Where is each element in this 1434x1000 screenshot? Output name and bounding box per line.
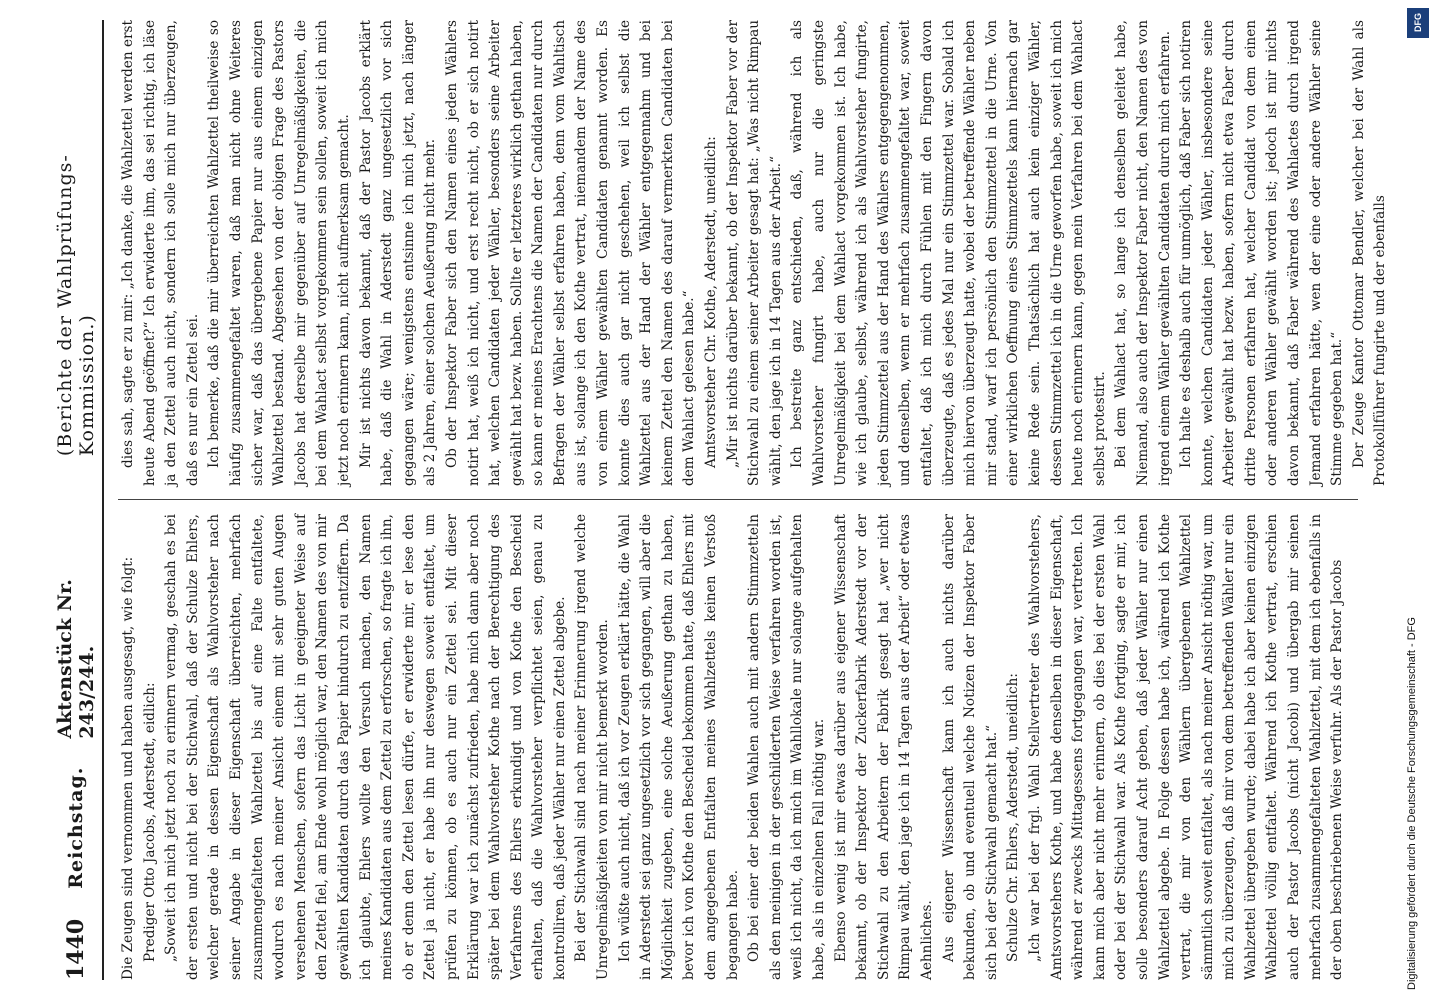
header-left: Reichstag.	[65, 766, 87, 889]
paragraph: „Ich war bei der frgl. Wahl Stellvertreter des Wahlvorstehers, Amtsvorstehers Kothe, und habe denselben in dieser Eigenschaft, während er zwecks Mittagessens fortgegangen war, vertreten. Ich kann mich aber nicht mehr erinnern, ob dies bei der ersten Wahl oder bei der Stichwahl war. Als Kothe fortging, sagte er mir, ich solle besonders darauf Acht geben, daß jeder Wähler nur einen Wahlzettel abgebe. In Folge dessen habe ich, während ich Kothe vertrat, die mir von den Wählern übergebenen Wahlzettel sämmtlich soweit entfaltet, als nach meiner Ansicht nöthig war, um mich zu überzeugen, daß mir von dem betreffenden Wähler nur ein Wahlzettel übergeben wurde; dabei habe ich aber keinen einzigen Wahlzettel völlig entfaltet. Während ich Kothe vertrat, erschien auch der Pastor Jacobs (nicht Jacobi) und übergab mir seinen mehrfach zusammengefalteten Wahlzettel, mit dem ich ebenfalls in der oben beschriebenen Weise verfuhr. Als der Pastor Jacobs	[1026, 514, 1346, 980]
page-number: 1440	[63, 918, 89, 980]
paragraph: Mir ist nichts davon bekannt, daß der Pastor Jacobs erklärt habe, daß die Wahl in Aderstedt ganz ungesetzlich vor sich gegangen wäre; wenigstens entsinne ich mich jetzt, nach länger als 2 Jahren, einer solchen Aeußerung nicht mehr.	[357, 20, 439, 486]
paragraph: Ich halte es deshalb auch für unmöglich, daß Faber sich notiren konnte, welchen Candidaten jeder Wähler, insbesondere seine Arbeiter gewählt hat bezw. haben, sofern nicht etwa Faber durch dritte Personen erfahren hat, welcher Candidat von dem einen oder anderen Wähler gewählt worden ist; jedoch ist mir nichts davon bekannt, daß Faber während des Wahlactes durch irgend Jemand erfahren hätte, wen der eine oder andere Wähler seine Stimme gegeben hat.“	[1178, 20, 1346, 486]
paragraph: Bei dem Wahlact hat, so lange ich denselben geleitet habe, Niemand, also auch der Inspektor Faber nicht, den Namen des von irgend einem Wähler gewählten Candidaten durch mich erfahren.	[1113, 20, 1173, 486]
paragraph: Aus eigener Wissenschaft kann ich auch nichts darüber bekunden, ob und eventuell welche Notizen der Inspektor Faber sich bei der Stichwahl gemacht hat.“	[940, 514, 1000, 980]
running-header	[54, 20, 98, 980]
paragraph: Ich bestreite ganz entschieden, daß, während ich als Wahlvorsteher fungirt habe, auch nur die geringste Unregelmäßigkeit bei dem Wahlact vorgekommen ist. Ich habe, wie ich glaube, selbst, während ich als Wahlvorsteher fungirte, jeden Stimmzettel aus der Hand des Wählers entgegengenommen, und denselben, wenn er mehrfach zusammengefaltet war, soweit entfaltet, daß ich mich durch Fühlen mit den Fingern davon überzeugte, daß es jedes Mal nur ein Stimmzettel war. Sobald ich mich hiervon überzeugt hatte, wobei der betreffende Wähler neben mir stand, warf ich persönlich den Stimmzettel in die Urne. Von einer wirklichen Oeffnung eines Stimmzettels kann hiernach gar keine Rede sein. Thatsächlich hat auch kein einziger Wähler, dessen Stimmzettel ich in die Urne geworfen habe, soweit ich mich heute noch erinnern kann, gegen mein Verfahren bei dem Wahlact selbst protestirt.	[789, 20, 1108, 486]
header-document: Aktenstück Nr. 243/244.	[54, 579, 98, 739]
paragraph: Ob bei einer der beiden Wahlen auch mit andern Stimmzetteln als den meinigen in der geschilderten Weise verfahren worden ist, weiß ich nicht, da ich mich im Wahllokale nur solange aufgehalten habe, als in einzelnen Fall nöthig war.	[746, 514, 827, 980]
digitization-credit: Digitalisierung gefördert durch die Deutsche Forschungsgemeinschaft - DFG	[1406, 617, 1418, 990]
paragraph: Schulze Chr. Ehlers, Aderstedt, uneidlich:	[1005, 673, 1022, 962]
paragraph: Die Zeugen sind vernommen und haben ausgesagt, wie folgt:	[120, 556, 136, 980]
paragraph: Bei der Stichwahl sind nach meiner Erinnerung irgend welche Unregelmäßigkeiten von mir nicht bemerkt worden.	[573, 514, 612, 980]
paragraph: „Soweit ich mich jetzt noch zu erinnern vermag, geschah es bei der ersten und nicht bei der Stichwahl, daß der Schulze Ehlers, welcher gerade in dessen Eigenschaft als Wahlvorsteher nach seiner Angabe in dieser Eigenschaft überreichten, mehrfach zusammengefalteten Wahlzettel bis auf eine Falte entfaltete, wodurch es nach meiner Ansicht einem mit sehr guten Augen versehenen Menschen, sofern das Licht in geeigneter Weise auf den Zettel fiel, am Ende wohl möglich war, den Namen des von mir gewählten Kandidaten durch das Papier hindurch zu entziffern. Da ich glaubte, Ehlers wollte den Versuch machen, den Namen meines Kandidaten aus dem Zettel zu erforschen, so fragte ich ihn, ob er denn den Zettel lesen dürfe, er erwiderte mir, er lese den Zettel ja nicht, er habe ihn nur deswegen soweit entfaltet, um prüfen zu können, ob es auch nur ein Zettel sei. Mit dieser Erklärung war ich zunächst zufrieden, habe mich dann aber noch später bei dem Wahlvorsteher Kothe nach der Berechtigung des Verfahrens des Ehlers erkundigt und von Kothe den Bescheid erhalten, daß die Wahlvorsteher verpflichtet seien, genau zu kontrolliren, daß jeder Wähler nur einen Zettel abgebe.	[163, 514, 568, 980]
paragraph: dies sah, sagte er zu mir: „Ich danke, die Wahlzettel werden erst heute Abend geöffnet?“ Ich erwiderte ihm, das sei richtig, ich läse ja den Zettel auch nicht, sondern ich solle mich nur überzeugen, daß es nur ein Zettel sei.	[120, 20, 201, 486]
text-columns	[118, 20, 1389, 980]
right-column	[118, 20, 1389, 486]
paragraph: Prediger Otto Jacobs, Aderstedt, eidlich:	[141, 682, 158, 962]
dfg-logo: DFG	[1407, 8, 1429, 38]
header-rule	[102, 20, 104, 980]
paragraph: Der Zeuge Kantor Ottomar Bendler, welcher bei der Wahl als Protokollführer fungirte und der ebenfalls	[1350, 20, 1389, 486]
paragraph: Ich wüßte auch nicht, daß ich vor Zeugen erklärt hätte, die Wahl in Aderstedt sei ganz ungesetzlich vor sich gegangen, will aber die Möglichkeit zugeben, eine solche Aeußerung gethan zu haben, bevor ich von Kothe den Bescheid bekommen hatte, daß Ehlers mit dem angegebenen Entfalten meines Wahlzettels keinen Verstoß begangen habe.	[616, 514, 741, 980]
paragraph: Ob der Inspektor Faber sich den Namen eines jeden Wählers notirt hat, weiß ich nicht, und erst recht nicht, ob er sich notirt hat, welchen Candidaten jeder Wähler, besonders seine Arbeiter gewählt hat bezw. haben. Sollte er letzteres wirklich gethan haben, so kann er meines Erachtens die Namen der Candidaten nur durch Befragen der Wähler selbst erfahren haben, denn vom Wahltisch aus ist, solange ich den Kothe vertrat, niemandem der Name des von einem Wähler gewählten Candidaten genannt worden. Es konnte dies auch gar nicht geschehen, weil ich selbst die Wahlzettel aus der Hand der Wähler entgegennahm und bei keinem Zettel den Namen des darauf vermerkten Candidaten bei dem Wahlact gelesen habe.“	[443, 20, 698, 486]
header-right: (Berichte der Wahlprüfungs-Kommission.)	[54, 154, 98, 457]
paragraph: Ebenso wenig ist mir etwas darüber aus eigener Wissenschaft bekannt, ob der Inspektor der Zuckerfabrik Aderstedt vor der Stichwahl zu den Arbeitern der Fabrik gesagt hat „wer nicht Rimpau wählt, den jage ich in 14 Tagen aus der Arbeit“ oder etwas Aehnliches.	[832, 514, 935, 980]
paragraph: Ich bemerke, daß die mir überreichten Wahlzettel theilweise so häufig zusammengefaltet waren, daß man nicht ohne Weiteres sicher war, daß das übergebene Papier nur aus einem einzigen Wahlzettel bestand. Abgesehen von der obigen Frage des Pastors Jacobs hat derselbe mir gegenüber auf Unregelmäßigkeiten, die bei dem Wahlact selbst vorgekommen sein sollen, soweit ich mich jetzt noch erinnern kann, nicht aufmerksam gemacht.	[206, 20, 352, 486]
paragraph: „Mir ist nichts darüber bekannt, ob der Inspektor Faber vor der Stichwahl zu einem seiner Arbeiter gesagt hat: „Was nicht Rimpau wählt, den jage ich in 14 Tagen aus der Arbeit.“	[724, 20, 784, 486]
left-column	[118, 514, 1358, 980]
paragraph: Amtsvorsteher Chr. Kothe, Aderstedt, uneidlich:	[703, 136, 720, 468]
page-inner	[40, 20, 1389, 980]
